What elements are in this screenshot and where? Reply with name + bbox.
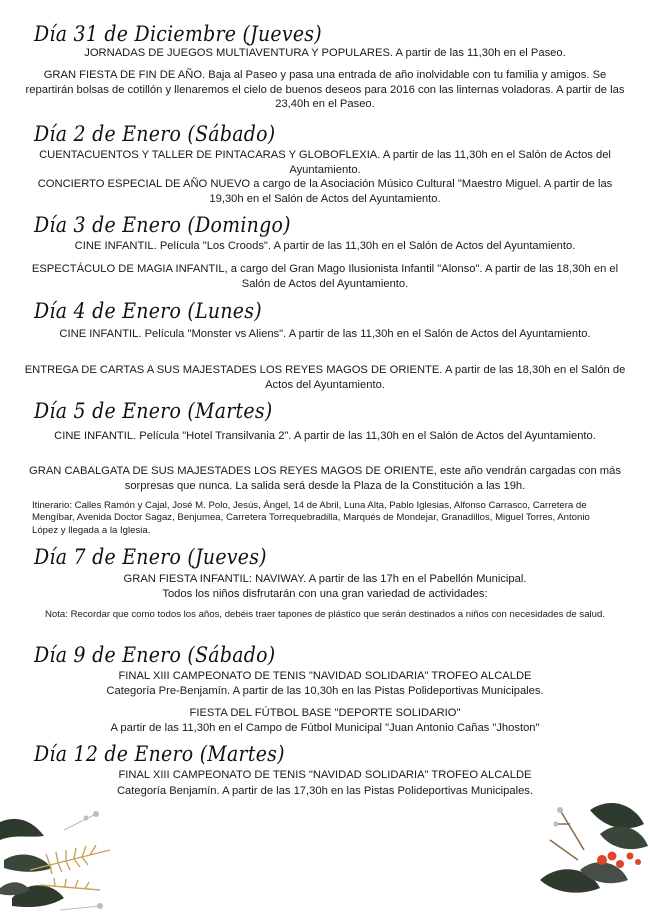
event-text: CINE INFANTIL. Película "Hotel Transilvania 2". A partir de las 11,30h en el Salón de Actos del Ayuntamiento. <box>54 430 596 442</box>
event-text: GRAN FIESTA DE FIN DE AÑO. Baja al Paseo y pasa una entrada de año inolvidable con tu familia y amigos. Se repartirán bolsas de cotillón y llenaremos el cielo de buenos deseos para 2016 con las linternas voladoras. A partir de las 23,40h en el Paseo. <box>25 69 625 110</box>
day-title: Día 31 de Diciembre (Jueves) <box>34 22 322 46</box>
event-text: A partir de las 11,30h en el Campo de Fútbol Municipal "Juan Antonio Cañas "Jhoston" <box>110 722 540 734</box>
holly-leaves-icon <box>0 810 130 919</box>
day-title: Día 7 de Enero (Jueves) <box>34 545 267 569</box>
note-text: Nota: Recordar que como todos los años, debéis traer tapones de plástico que serán destinados a niños con necesidades de salud. <box>45 609 605 620</box>
event-text: CINE INFANTIL. Película "Monster vs Aliens". A partir de las 11,30h en el Salón de Actos del Ayuntamiento. <box>59 328 591 340</box>
day-title: Día 4 de Enero (Lunes) <box>34 299 262 323</box>
event-text: Categoría Benjamín. A partir de las 17,30h en las Pistas Polideportivas Municipales. <box>116 785 534 797</box>
event-text: GRAN FIESTA INFANTIL: NAVIWAY. A partir de las 17h en el Pabellón Municipal. <box>123 573 527 585</box>
event-text: ESPECTÁCULO DE MAGIA INFANTIL, a cargo del Gran Mago Ilusionista Infantil "Alonso". A partir de las 18,30h en el Salón de Actos del Ayuntamiento. <box>31 263 619 290</box>
day-title: Día 2 de Enero (Sábado) <box>34 122 276 146</box>
event-text: FINAL XIII CAMPEONATO DE TENIS "NAVIDAD SOLIDARIA" TROFEO ALCALDE <box>118 769 532 781</box>
itinerary-text: Itinerario: Calles Ramón y Cajal, José M. Polo, Jesús, Ángel, 14 de Abril, Luna Alta, Pablo Iglesias, Alfonso Carrasco, Carretera de Mengíbar, Avenida Doctor Sagaz, Benjumea, Carretera Torrequebradilla, Marqués de Mondejar, Granadillos, Miguel Torres, Antonio López y llegada a la Iglesia. <box>32 500 590 536</box>
day-title: Día 5 de Enero (Martes) <box>34 399 273 423</box>
day-title: Día 9 de Enero (Sábado) <box>34 643 276 667</box>
event-text: CONCIERTO ESPECIAL DE AÑO NUEVO a cargo de la Asociación Músico Cultural "Maestro Miguel. A partir de las 19,30h en el Salón de Actos del Ayuntamiento. <box>37 178 613 205</box>
event-text: CINE INFANTIL. Película "Los Croods". A partir de las 11,30h en el Salón de Actos del Ayuntamiento. <box>74 240 576 252</box>
day-title: Día 12 de Enero (Martes) <box>34 742 285 766</box>
event-text: JORNADAS DE JUEGOS MULTIAVENTURA Y POPULARES. A partir de las 11,30h en el Paseo. <box>84 47 566 59</box>
event-text: Todos los niños disfrutarán con una gran variedad de actividades: <box>162 588 488 600</box>
event-text: CUENTACUENTOS Y TALLER DE PINTACARAS Y GLOBOFLEXIA. A partir de las 11,30h en el Salón de Actos del Ayuntamiento. <box>39 149 611 176</box>
event-text: FINAL XIII CAMPEONATO DE TENIS "NAVIDAD SOLIDARIA" TROFEO ALCALDE <box>118 670 532 682</box>
event-text: Categoría Pre-Benjamín. A partir de las 10,30h en las Pistas Polideportivas Municipales. <box>106 685 544 697</box>
event-text: ENTREGA DE CARTAS A SUS MAJESTADES LOS REYES MAGOS DE ORIENTE. A partir de las 18,30h en el Salón de Actos del Ayuntamiento. <box>24 364 626 391</box>
day-title: Día 3 de Enero (Domingo) <box>34 213 291 237</box>
holly-berries-icon <box>520 790 650 919</box>
event-text: FIESTA DEL FÚTBOL BASE "DEPORTE SOLIDARIO" <box>189 707 461 719</box>
event-text: GRAN CABALGATA DE SUS MAJESTADES LOS REYES MAGOS DE ORIENTE, este año vendrán cargadas con más sorpresas que nunca. La salida será desde la Plaza de la Constitución a las 19h. <box>29 465 621 492</box>
